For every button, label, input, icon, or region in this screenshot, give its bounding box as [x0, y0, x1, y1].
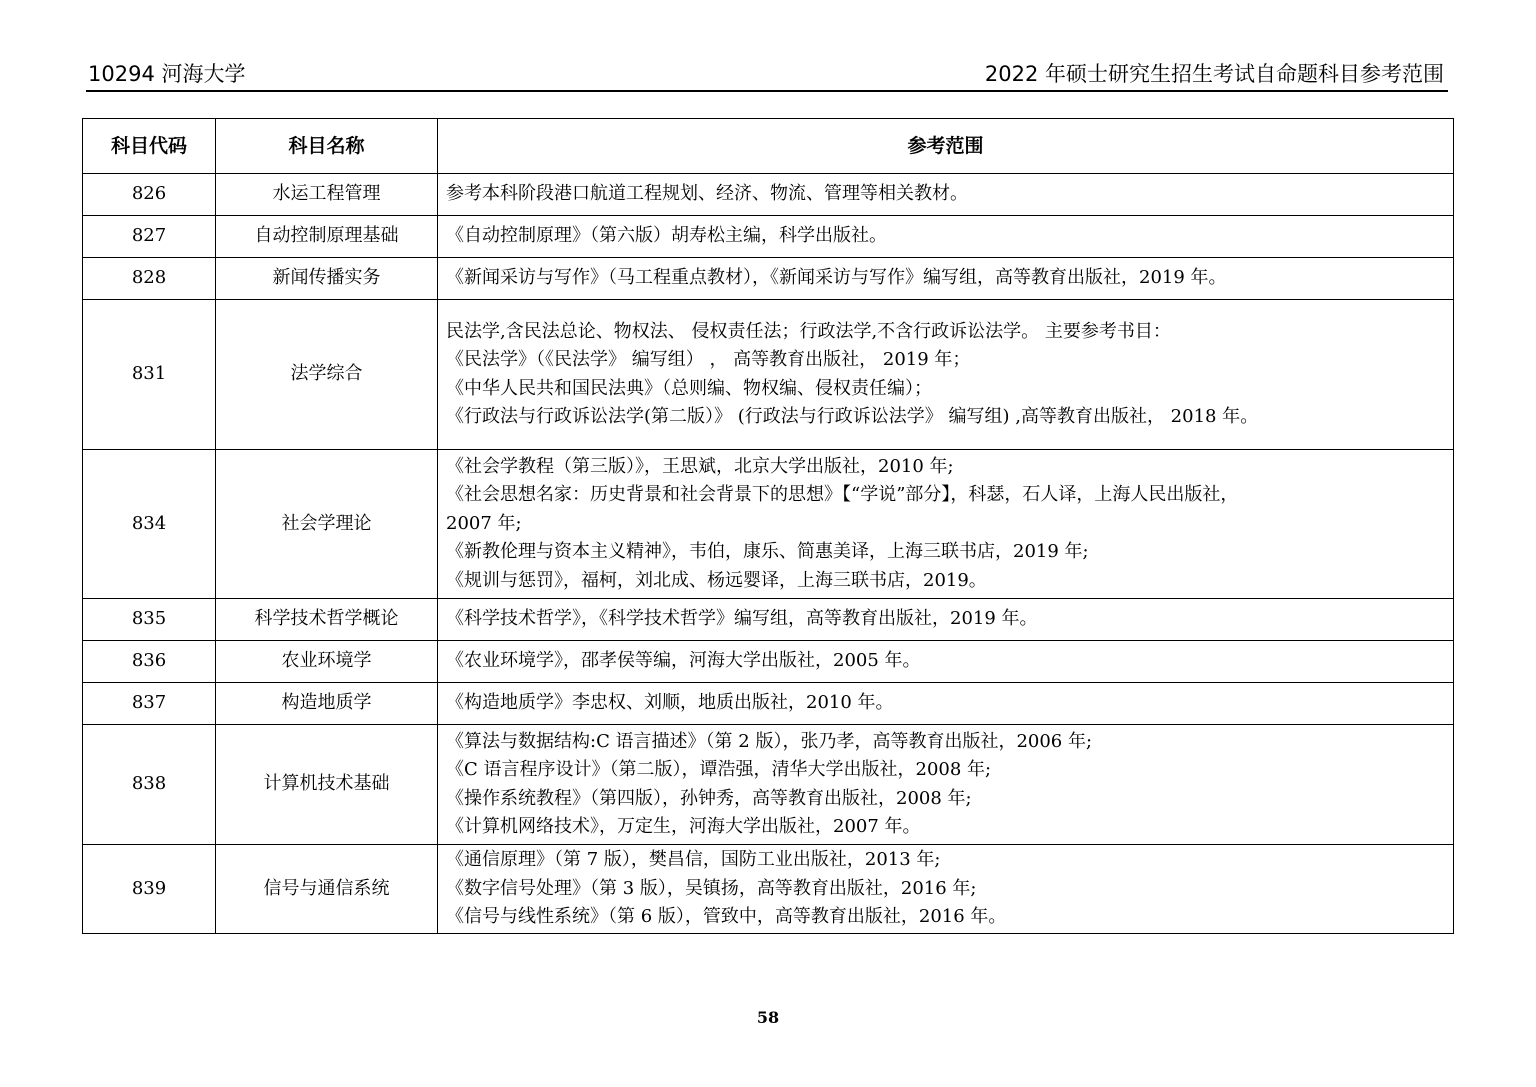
reference-line: 《算法与数据结构:C 语言描述》（第 2 版），张乃孝，高等教育出版社，2006 年;: [446, 730, 1093, 752]
reference-line: 《科学技术哲学》，《科学技术哲学》编写组，高等教育出版社，2019 年。: [446, 608, 1038, 630]
table-header-row: [83, 119, 1454, 174]
subject-name: 自动控制原理基础: [216, 216, 438, 258]
subject-code: 831: [83, 300, 216, 450]
subject-name: 社会学理论: [216, 450, 438, 599]
reference-line: 《C 语言程序设计》（第二版），谭浩强，清华大学出版社，2008 年;: [446, 759, 992, 780]
reference-scope: [438, 216, 1454, 258]
subject-code: 834: [83, 450, 216, 599]
reference-line: 《通信原理》（第 7 版），樊昌信，国防工业出版社，2013 年;: [446, 849, 941, 871]
university-title: 10294 河海大学: [88, 62, 246, 86]
column-header-name: 科目名称: [216, 119, 438, 174]
reference-scope: [438, 599, 1454, 641]
reference-line: 《计算机网络技术》，万定生，河海大学出版社，2007 年。: [446, 816, 921, 837]
reference-line: 《自动控制原理》（第六版）胡寿松主编，科学出版社。: [446, 225, 887, 247]
table-row: [83, 216, 1454, 258]
reference-line: 《新教伦理与资本主义精神》，韦伯，康乐、简惠美译，上海三联书店，2019 年;: [446, 541, 1089, 563]
reference-line: 《民法学》（《民法学》 编写组） ， 高等教育出版社， 2019 年；: [446, 349, 971, 370]
reference-line: 《行政法与行政诉讼法学(第二版）》 (行政法与行政诉讼法学》 编写组) ,高等教育出版社， 2018 年。: [446, 406, 1259, 427]
subject-name: 科学技术哲学概论: [216, 599, 438, 641]
reference-line: 《规训与惩罚》，福柯，刘北成、杨远婴译，上海三联书店，2019。: [446, 569, 987, 591]
subject-code: 836: [83, 641, 216, 683]
subject-code: 828: [83, 258, 216, 300]
reference-scope: [438, 174, 1454, 216]
table-row: [83, 450, 1454, 599]
subject-code: 835: [83, 599, 216, 641]
subject-name: 信号与通信系统: [216, 845, 438, 934]
subject-name: 水运工程管理: [216, 174, 438, 216]
reference-scope: [438, 683, 1454, 725]
subject-name: 新闻传播实务: [216, 258, 438, 300]
reference-line: 《社会学教程（第三版）》，王思斌，北京大学出版社，2010 年;: [446, 455, 954, 477]
table-row: [83, 174, 1454, 216]
reference-line: 民法学,含民法总论、物权法、 侵权责任法；行政法学,不含行政诉讼法学。 主要参考书目：: [446, 320, 1171, 342]
subject-name: 农业环境学: [216, 641, 438, 683]
document-title: 2022 年硕士研究生招生考试自命题科目参考范围: [984, 62, 1444, 86]
reference-line: 《中华人民共和国民法典》（总则编、物权编、侵权责任编）；: [446, 377, 932, 399]
reference-line: 《构造地质学》李忠权、刘顺，地质出版社，2010 年。: [446, 692, 894, 714]
table-row: [83, 683, 1454, 725]
subject-code: 838: [83, 725, 216, 845]
table-row: [83, 641, 1454, 683]
reference-line: 《新闻采访与写作》（马工程重点教材），《新闻采访与写作》编写组，高等教育出版社，2019 年。: [446, 267, 1227, 289]
reference-line: 《社会思想名家：历史背景和社会背景下的思想》【“学说”部分】，科瑟，石人译，上海人民出版社，: [446, 484, 1239, 506]
column-header-reference: 参考范围: [438, 119, 1454, 174]
table-row: [83, 599, 1454, 641]
reference-line: 《数字信号处理》（第 3 版），吴镇扬，高等教育出版社，2016 年;: [446, 877, 977, 899]
reference-line: 参考本科阶段港口航道工程规划、经济、物流、管理等相关教材。: [446, 183, 968, 205]
subject-name: 法学综合: [216, 300, 438, 450]
subject-code: 827: [83, 216, 216, 258]
reference-scope: [438, 845, 1454, 934]
reference-scope: [438, 258, 1454, 300]
page-header: [86, 60, 1448, 92]
subject-code: 839: [83, 845, 216, 934]
table-row: [83, 300, 1454, 450]
reference-line: 《操作系统教程》（第四版），孙钟秀，高等教育出版社，2008 年;: [446, 787, 972, 809]
subject-name: 计算机技术基础: [216, 725, 438, 845]
table-row: [83, 725, 1454, 845]
subject-code: 826: [83, 174, 216, 216]
subject-name: 构造地质学: [216, 683, 438, 725]
subject-code: 837: [83, 683, 216, 725]
reference-table: [82, 118, 1454, 934]
reference-line: 2007 年;: [446, 512, 522, 534]
page-number: 58: [756, 1008, 780, 1027]
reference-scope: [438, 450, 1454, 599]
reference-line: 《信号与线性系统》（第 6 版），管致中，高等教育出版社，2016 年。: [446, 906, 1007, 928]
reference-line: 《农业环境学》，邵孝侯等编，河海大学出版社，2005 年。: [446, 650, 921, 672]
reference-scope: [438, 641, 1454, 683]
reference-scope: [438, 300, 1454, 450]
column-header-code: 科目代码: [83, 119, 216, 174]
reference-scope: [438, 725, 1454, 845]
table-row: [83, 258, 1454, 300]
table-row: [83, 845, 1454, 934]
